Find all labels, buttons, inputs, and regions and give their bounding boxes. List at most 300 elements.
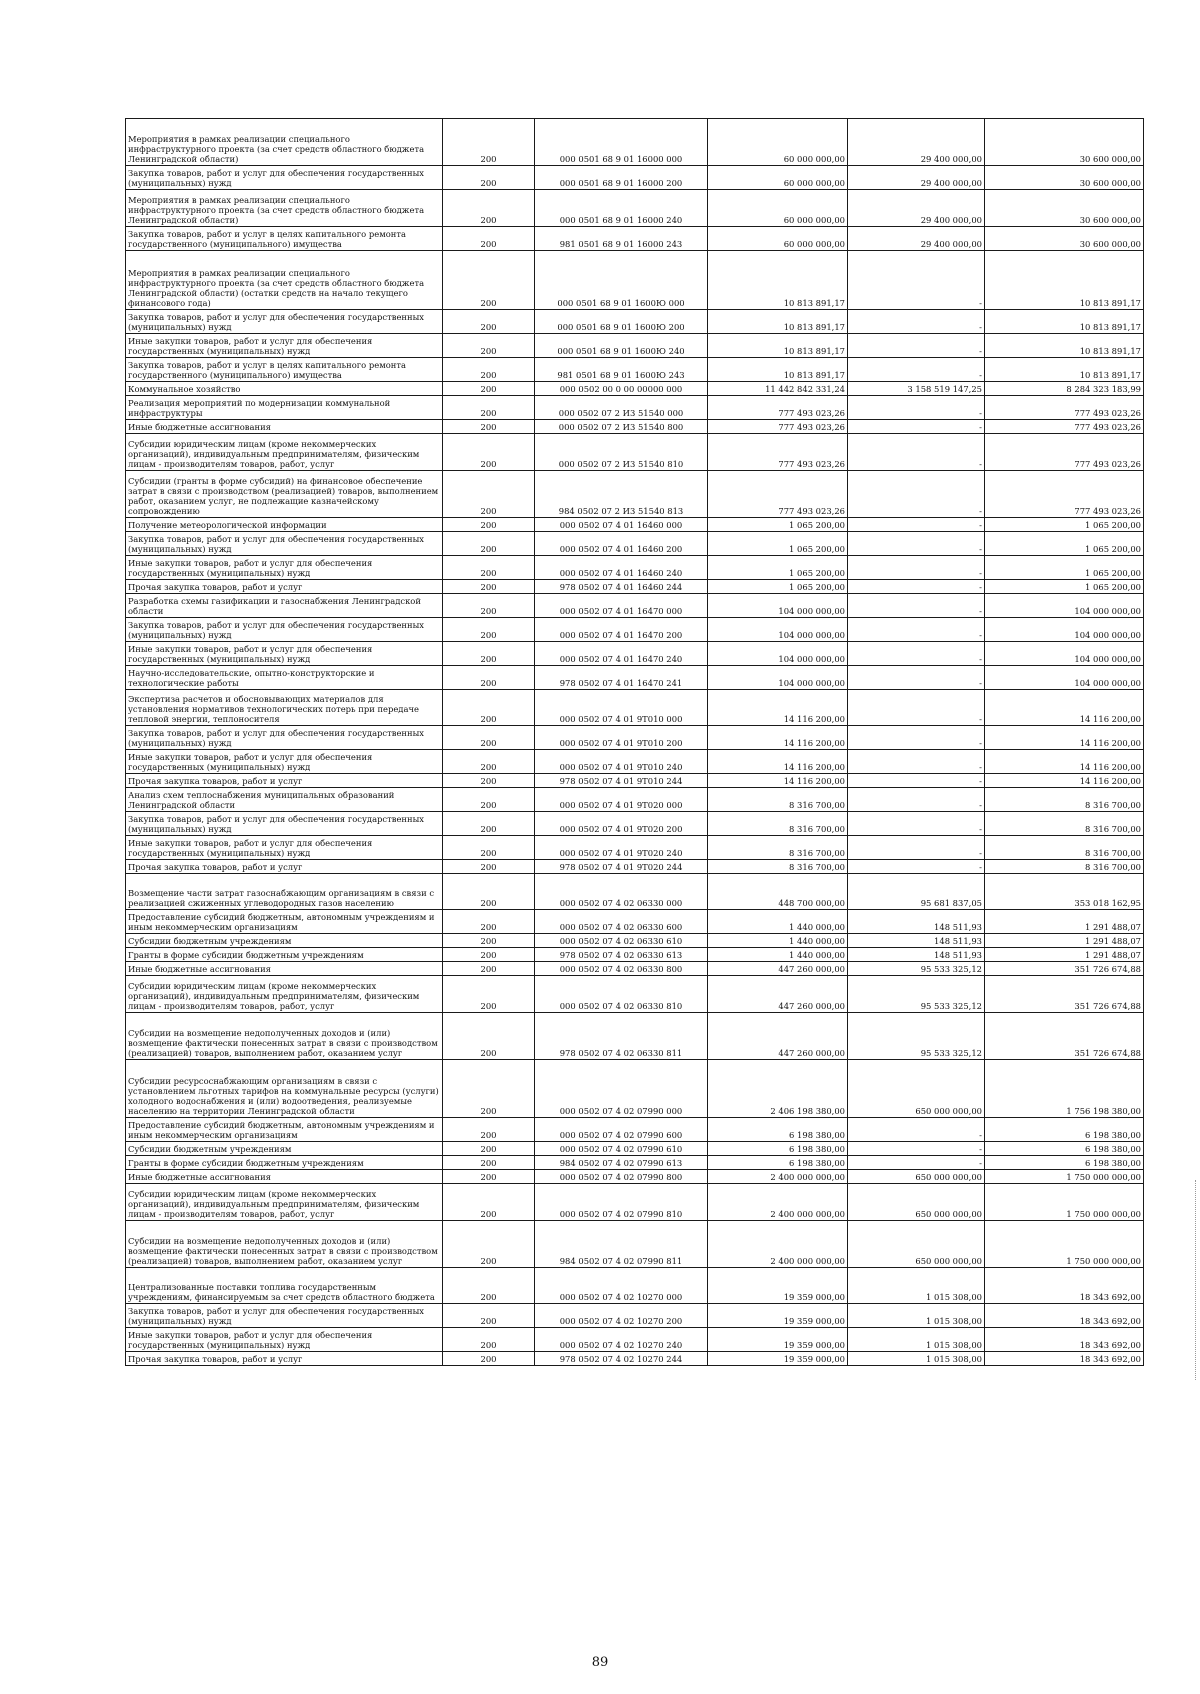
row-unexecuted-cell: 104 000 000,00: [985, 666, 1144, 690]
row-executed-cell: 650 000 000,00: [848, 1184, 985, 1221]
row-kbk-cell: 000 0502 07 4 02 07990 610: [535, 1142, 708, 1156]
row-kbk-cell: 978 0502 07 4 02 06330 811: [535, 1013, 708, 1060]
row-name-cell: Закупка товаров, работ и услуг для обеспечения государственных (муниципальных) нужд: [126, 618, 443, 642]
row-executed-cell: 650 000 000,00: [848, 1170, 985, 1184]
table-row: [126, 618, 1144, 642]
row-unexecuted-cell: 777 493 023,26: [985, 396, 1144, 420]
row-kbk-cell: 984 0502 07 4 02 07990 811: [535, 1221, 708, 1268]
row-unexecuted-cell: 1 291 488,07: [985, 910, 1144, 934]
row-code-cell: 200: [443, 532, 535, 556]
row-code-cell: 200: [443, 750, 535, 774]
row-approved-cell: 8 316 700,00: [708, 788, 848, 812]
row-executed-cell: 29 400 000,00: [848, 190, 985, 227]
row-executed-cell: -: [848, 358, 985, 382]
row-executed-cell: 3 158 519 147,25: [848, 382, 985, 396]
row-approved-cell: 447 260 000,00: [708, 962, 848, 976]
row-unexecuted-cell: 10 813 891,17: [985, 251, 1144, 310]
row-name-cell: Иные закупки товаров, работ и услуг для обеспечения государственных (муниципальных) нужд: [126, 642, 443, 666]
row-code-cell: 200: [443, 1268, 535, 1304]
row-executed-cell: 95 533 325,12: [848, 962, 985, 976]
row-approved-cell: 14 116 200,00: [708, 726, 848, 750]
table-row: [126, 227, 1144, 251]
row-name-cell: Субсидии на возмещение недополученных доходов и (или) возмещение фактически понесенных затрат в связи с производством (реализацией) товаров, выполнением работ, оказанием услуг: [126, 1221, 443, 1268]
row-unexecuted-cell: 6 198 380,00: [985, 1142, 1144, 1156]
row-name-cell: Закупка товаров, работ и услуг для обеспечения государственных (муниципальных) нужд: [126, 166, 443, 190]
row-name-cell: Централизованные поставки топлива государственным учреждениям, финансируемым за счет средств областного бюджета: [126, 1268, 443, 1304]
table-row: [126, 251, 1144, 310]
row-approved-cell: 1 440 000,00: [708, 934, 848, 948]
row-executed-cell: -: [848, 750, 985, 774]
row-approved-cell: 6 198 380,00: [708, 1142, 848, 1156]
row-kbk-cell: 000 0501 68 9 01 16000 240: [535, 190, 708, 227]
row-unexecuted-cell: 1 291 488,07: [985, 948, 1144, 962]
row-unexecuted-cell: 8 316 700,00: [985, 812, 1144, 836]
row-code-cell: 200: [443, 910, 535, 934]
row-executed-cell: -: [848, 812, 985, 836]
row-code-cell: 200: [443, 358, 535, 382]
row-kbk-cell: 000 0502 07 4 02 06330 610: [535, 934, 708, 948]
row-kbk-cell: 984 0502 07 2 И3 51540 813: [535, 471, 708, 518]
table-row: [126, 532, 1144, 556]
row-name-cell: Закупка товаров, работ и услуг для обеспечения государственных (муниципальных) нужд: [126, 812, 443, 836]
row-name-cell: Иные закупки товаров, работ и услуг для обеспечения государственных (муниципальных) нужд: [126, 750, 443, 774]
row-executed-cell: -: [848, 251, 985, 310]
row-name-cell: Прочая закупка товаров, работ и услуг: [126, 580, 443, 594]
row-unexecuted-cell: 14 116 200,00: [985, 690, 1144, 726]
table-row: [126, 1013, 1144, 1060]
row-name-cell: Субсидии ресурсоснабжающим организациям в связи с установлением льготных тарифов на коммунальные ресурсы (услуги) холодного водоснабжения и (или) водоотведения, реализуемые населению на территории Ленинградской области: [126, 1060, 443, 1118]
row-name-cell: Прочая закупка товаров, работ и услуг: [126, 774, 443, 788]
row-code-cell: 200: [443, 471, 535, 518]
row-unexecuted-cell: 6 198 380,00: [985, 1156, 1144, 1170]
table-row: [126, 1060, 1144, 1118]
row-executed-cell: -: [848, 1156, 985, 1170]
row-name-cell: Прочая закупка товаров, работ и услуг: [126, 1352, 443, 1366]
row-kbk-cell: 000 0501 68 9 01 1600Ю 200: [535, 310, 708, 334]
row-approved-cell: 447 260 000,00: [708, 976, 848, 1013]
table-row: [126, 642, 1144, 666]
row-code-cell: 200: [443, 1352, 535, 1366]
table-row: [126, 934, 1144, 948]
row-approved-cell: 11 442 842 331,24: [708, 382, 848, 396]
row-unexecuted-cell: 10 813 891,17: [985, 358, 1144, 382]
row-name-cell: Гранты в форме субсидии бюджетным учреждениям: [126, 1156, 443, 1170]
row-approved-cell: 60 000 000,00: [708, 190, 848, 227]
row-name-cell: Мероприятия в рамках реализации специального инфраструктурного проекта (за счет средств областного бюджета Ленинградской области) (остатки средств на начало текущего финансового года): [126, 251, 443, 310]
table-row: [126, 580, 1144, 594]
row-approved-cell: 19 359 000,00: [708, 1352, 848, 1366]
row-code-cell: 200: [443, 836, 535, 860]
row-unexecuted-cell: 351 726 674,88: [985, 1013, 1144, 1060]
row-approved-cell: 19 359 000,00: [708, 1304, 848, 1328]
row-approved-cell: 10 813 891,17: [708, 251, 848, 310]
row-name-cell: Закупка товаров, работ и услуг для обеспечения государственных (муниципальных) нужд: [126, 532, 443, 556]
row-code-cell: 200: [443, 382, 535, 396]
row-executed-cell: -: [848, 580, 985, 594]
row-kbk-cell: 000 0502 07 4 01 9Т010 200: [535, 726, 708, 750]
row-unexecuted-cell: 30 600 000,00: [985, 227, 1144, 251]
row-kbk-cell: 978 0502 07 4 01 9Т020 244: [535, 860, 708, 874]
table-row: [126, 1268, 1144, 1304]
row-kbk-cell: 000 0502 07 2 И3 51540 800: [535, 420, 708, 434]
row-name-cell: Иные бюджетные ассигнования: [126, 1170, 443, 1184]
row-executed-cell: -: [848, 618, 985, 642]
row-name-cell: Мероприятия в рамках реализации специального инфраструктурного проекта (за счет средств областного бюджета Ленинградской области): [126, 190, 443, 227]
row-unexecuted-cell: 1 291 488,07: [985, 934, 1144, 948]
table-row: [126, 836, 1144, 860]
table-row: [126, 594, 1144, 618]
row-unexecuted-cell: 8 284 323 183,99: [985, 382, 1144, 396]
table-row: [126, 812, 1144, 836]
row-name-cell: Возмещение части затрат газоснабжающим организациям в связи с реализацией сжиженных углеводородных газов населению: [126, 874, 443, 910]
table-row: [126, 1352, 1144, 1366]
scan-edge-marks: [1193, 1180, 1196, 1380]
row-approved-cell: 1 065 200,00: [708, 532, 848, 556]
table-row: [126, 1328, 1144, 1352]
row-executed-cell: 650 000 000,00: [848, 1060, 985, 1118]
row-name-cell: Субсидии бюджетным учреждениям: [126, 934, 443, 948]
row-code-cell: 200: [443, 788, 535, 812]
row-approved-cell: 1 440 000,00: [708, 910, 848, 934]
row-kbk-cell: 000 0502 07 4 02 06330 800: [535, 962, 708, 976]
row-code-cell: 200: [443, 580, 535, 594]
row-kbk-cell: 000 0502 07 4 02 06330 810: [535, 976, 708, 1013]
row-kbk-cell: 000 0502 07 4 01 9Т010 240: [535, 750, 708, 774]
table-row: [126, 420, 1144, 434]
row-approved-cell: 104 000 000,00: [708, 666, 848, 690]
row-executed-cell: -: [848, 666, 985, 690]
row-unexecuted-cell: 777 493 023,26: [985, 471, 1144, 518]
table-row: [126, 774, 1144, 788]
row-approved-cell: 14 116 200,00: [708, 774, 848, 788]
table-row: [126, 396, 1144, 420]
row-code-cell: 200: [443, 934, 535, 948]
row-code-cell: 200: [443, 1221, 535, 1268]
row-code-cell: 200: [443, 666, 535, 690]
row-executed-cell: -: [848, 434, 985, 471]
row-unexecuted-cell: 1 065 200,00: [985, 532, 1144, 556]
row-executed-cell: -: [848, 690, 985, 726]
row-executed-cell: -: [848, 788, 985, 812]
row-approved-cell: 777 493 023,26: [708, 396, 848, 420]
row-approved-cell: 60 000 000,00: [708, 166, 848, 190]
row-unexecuted-cell: 1 750 000 000,00: [985, 1221, 1144, 1268]
row-executed-cell: -: [848, 1118, 985, 1142]
table-row: [126, 382, 1144, 396]
row-unexecuted-cell: 8 316 700,00: [985, 860, 1144, 874]
row-kbk-cell: 981 0501 68 9 01 1600Ю 243: [535, 358, 708, 382]
row-approved-cell: 14 116 200,00: [708, 690, 848, 726]
row-kbk-cell: 978 0502 07 4 01 9Т010 244: [535, 774, 708, 788]
row-executed-cell: 148 511,93: [848, 948, 985, 962]
row-code-cell: 200: [443, 1156, 535, 1170]
row-unexecuted-cell: 1 065 200,00: [985, 518, 1144, 532]
row-kbk-cell: 000 0502 00 0 00 00000 000: [535, 382, 708, 396]
row-name-cell: Предоставление субсидий бюджетным, автономным учреждениям и иным некоммерческим организациям: [126, 910, 443, 934]
row-code-cell: 200: [443, 860, 535, 874]
row-executed-cell: 1 015 308,00: [848, 1352, 985, 1366]
row-code-cell: 200: [443, 774, 535, 788]
row-approved-cell: 10 813 891,17: [708, 358, 848, 382]
table-row: [126, 1118, 1144, 1142]
row-kbk-cell: 000 0502 07 4 01 16460 000: [535, 518, 708, 532]
row-kbk-cell: 000 0502 07 4 01 16470 200: [535, 618, 708, 642]
row-code-cell: 200: [443, 556, 535, 580]
row-kbk-cell: 000 0502 07 4 02 10270 000: [535, 1268, 708, 1304]
row-executed-cell: -: [848, 396, 985, 420]
table-row: [126, 1170, 1144, 1184]
row-name-cell: Коммунальное хозяйство: [126, 382, 443, 396]
row-unexecuted-cell: 1 750 000 000,00: [985, 1170, 1144, 1184]
row-unexecuted-cell: 104 000 000,00: [985, 594, 1144, 618]
row-kbk-cell: 978 0502 07 4 02 06330 613: [535, 948, 708, 962]
row-executed-cell: -: [848, 726, 985, 750]
row-kbk-cell: 000 0502 07 4 01 9Т020 000: [535, 788, 708, 812]
table-row: [126, 948, 1144, 962]
row-executed-cell: 29 400 000,00: [848, 119, 985, 166]
row-approved-cell: 8 316 700,00: [708, 836, 848, 860]
row-approved-cell: 777 493 023,26: [708, 420, 848, 434]
row-unexecuted-cell: 14 116 200,00: [985, 726, 1144, 750]
row-unexecuted-cell: 18 343 692,00: [985, 1268, 1144, 1304]
row-unexecuted-cell: 30 600 000,00: [985, 119, 1144, 166]
row-unexecuted-cell: 18 343 692,00: [985, 1352, 1144, 1366]
row-executed-cell: 148 511,93: [848, 910, 985, 934]
table-body: [126, 119, 1144, 1366]
row-executed-cell: 95 533 325,12: [848, 976, 985, 1013]
row-name-cell: Субсидии юридическим лицам (кроме некоммерческих организаций), индивидуальным предпринимателям, физическим лицам - производителям товаров, работ, услуг: [126, 1184, 443, 1221]
table-row: [126, 750, 1144, 774]
row-code-cell: 200: [443, 726, 535, 750]
table-row: [126, 334, 1144, 358]
row-executed-cell: -: [848, 334, 985, 358]
row-code-cell: 200: [443, 119, 535, 166]
row-name-cell: Закупка товаров, работ и услуг для обеспечения государственных (муниципальных) нужд: [126, 310, 443, 334]
row-code-cell: 200: [443, 962, 535, 976]
row-unexecuted-cell: 351 726 674,88: [985, 976, 1144, 1013]
table-row: [126, 666, 1144, 690]
row-approved-cell: 6 198 380,00: [708, 1156, 848, 1170]
row-unexecuted-cell: 1 750 000 000,00: [985, 1184, 1144, 1221]
row-name-cell: Экспертиза расчетов и обосновывающих материалов для установления нормативов технологических потерь при передаче тепловой энергии, теплоносителя: [126, 690, 443, 726]
row-unexecuted-cell: 777 493 023,26: [985, 420, 1144, 434]
row-name-cell: Иные бюджетные ассигнования: [126, 962, 443, 976]
row-name-cell: Субсидии бюджетным учреждениям: [126, 1142, 443, 1156]
row-name-cell: Получение метеорологической информации: [126, 518, 443, 532]
row-unexecuted-cell: 18 343 692,00: [985, 1328, 1144, 1352]
row-executed-cell: 29 400 000,00: [848, 227, 985, 251]
row-unexecuted-cell: 30 600 000,00: [985, 190, 1144, 227]
row-executed-cell: -: [848, 518, 985, 532]
row-code-cell: 200: [443, 310, 535, 334]
row-code-cell: 200: [443, 1304, 535, 1328]
row-unexecuted-cell: 1 756 198 380,00: [985, 1060, 1144, 1118]
row-approved-cell: 2 400 000 000,00: [708, 1221, 848, 1268]
budget-execution-table: [125, 118, 1144, 1366]
table-row: [126, 788, 1144, 812]
row-unexecuted-cell: 104 000 000,00: [985, 642, 1144, 666]
row-approved-cell: 1 065 200,00: [708, 556, 848, 580]
row-name-cell: Иные закупки товаров, работ и услуг для обеспечения государственных (муниципальных) нужд: [126, 836, 443, 860]
row-unexecuted-cell: 10 813 891,17: [985, 310, 1144, 334]
row-approved-cell: 10 813 891,17: [708, 334, 848, 358]
row-code-cell: 200: [443, 1184, 535, 1221]
row-code-cell: 200: [443, 1142, 535, 1156]
row-code-cell: 200: [443, 227, 535, 251]
table-row: [126, 726, 1144, 750]
row-kbk-cell: 000 0502 07 4 01 9Т020 240: [535, 836, 708, 860]
table-row: [126, 471, 1144, 518]
row-approved-cell: 447 260 000,00: [708, 1013, 848, 1060]
row-name-cell: Прочая закупка товаров, работ и услуг: [126, 860, 443, 874]
row-code-cell: 200: [443, 948, 535, 962]
table-row: [126, 860, 1144, 874]
row-unexecuted-cell: 30 600 000,00: [985, 166, 1144, 190]
row-code-cell: 200: [443, 690, 535, 726]
row-approved-cell: 2 400 000 000,00: [708, 1184, 848, 1221]
row-approved-cell: 104 000 000,00: [708, 618, 848, 642]
row-name-cell: Закупка товаров, работ и услуг в целях капитального ремонта государственного (муниципального) имущества: [126, 358, 443, 382]
row-code-cell: 200: [443, 1118, 535, 1142]
row-unexecuted-cell: 14 116 200,00: [985, 750, 1144, 774]
table-row: [126, 976, 1144, 1013]
row-kbk-cell: 000 0502 07 4 01 9Т010 000: [535, 690, 708, 726]
row-approved-cell: 777 493 023,26: [708, 434, 848, 471]
row-name-cell: Субсидии (гранты в форме субсидий) на финансовое обеспечение затрат в связи с производством (реализацией) товаров, выполнением работ, оказанием услуг, не подлежащие казначейскому сопровождению: [126, 471, 443, 518]
row-approved-cell: 8 316 700,00: [708, 860, 848, 874]
row-kbk-cell: 000 0501 68 9 01 16000 200: [535, 166, 708, 190]
row-kbk-cell: 000 0502 07 2 И3 51540 810: [535, 434, 708, 471]
table-row: [126, 690, 1144, 726]
row-name-cell: Разработка схемы газификации и газоснабжения Ленинградской области: [126, 594, 443, 618]
row-code-cell: 200: [443, 334, 535, 358]
row-unexecuted-cell: 777 493 023,26: [985, 434, 1144, 471]
row-name-cell: Закупка товаров, работ и услуг для обеспечения государственных (муниципальных) нужд: [126, 1304, 443, 1328]
table-row: [126, 1142, 1144, 1156]
row-name-cell: Субсидии юридическим лицам (кроме некоммерческих организаций), индивидуальным предпринимателям, физическим лицам - производителям товаров, работ, услуг: [126, 976, 443, 1013]
row-approved-cell: 1 440 000,00: [708, 948, 848, 962]
row-executed-cell: 1 015 308,00: [848, 1268, 985, 1304]
table-row: [126, 910, 1144, 934]
row-executed-cell: -: [848, 774, 985, 788]
row-executed-cell: -: [848, 420, 985, 434]
table-row: [126, 310, 1144, 334]
row-executed-cell: -: [848, 556, 985, 580]
row-unexecuted-cell: 351 726 674,88: [985, 962, 1144, 976]
row-kbk-cell: 000 0502 07 2 И3 51540 000: [535, 396, 708, 420]
row-executed-cell: -: [848, 1142, 985, 1156]
table-row: [126, 166, 1144, 190]
row-executed-cell: 1 015 308,00: [848, 1328, 985, 1352]
row-kbk-cell: 978 0502 07 4 01 16470 241: [535, 666, 708, 690]
row-executed-cell: -: [848, 532, 985, 556]
row-kbk-cell: 000 0502 07 4 02 07990 600: [535, 1118, 708, 1142]
table-row: [126, 874, 1144, 910]
row-executed-cell: 650 000 000,00: [848, 1221, 985, 1268]
table-row: [126, 1156, 1144, 1170]
row-name-cell: Мероприятия в рамках реализации специального инфраструктурного проекта (за счет средств областного бюджета Ленинградской области): [126, 119, 443, 166]
row-kbk-cell: 000 0502 07 4 01 16460 200: [535, 532, 708, 556]
row-approved-cell: 1 065 200,00: [708, 580, 848, 594]
row-executed-cell: 95 681 837,05: [848, 874, 985, 910]
row-code-cell: 200: [443, 1170, 535, 1184]
row-kbk-cell: 000 0502 07 4 01 9Т020 200: [535, 812, 708, 836]
row-approved-cell: 10 813 891,17: [708, 310, 848, 334]
row-kbk-cell: 000 0502 07 4 02 07990 000: [535, 1060, 708, 1118]
row-name-cell: Гранты в форме субсидии бюджетным учреждениям: [126, 948, 443, 962]
row-kbk-cell: 000 0502 07 4 01 16460 240: [535, 556, 708, 580]
row-code-cell: 200: [443, 874, 535, 910]
row-code-cell: 200: [443, 518, 535, 532]
row-approved-cell: 104 000 000,00: [708, 642, 848, 666]
page-number: 89: [591, 1655, 609, 1670]
row-code-cell: 200: [443, 642, 535, 666]
table-row: [126, 1304, 1144, 1328]
row-code-cell: 200: [443, 976, 535, 1013]
row-code-cell: 200: [443, 166, 535, 190]
table-row: [126, 434, 1144, 471]
row-kbk-cell: 000 0502 07 4 02 06330 600: [535, 910, 708, 934]
table-row: [126, 518, 1144, 532]
row-name-cell: Закупка товаров, работ и услуг в целях капитального ремонта государственного (муниципального) имущества: [126, 227, 443, 251]
row-name-cell: Предоставление субсидий бюджетным, автономным учреждениям и иным некоммерческим организациям: [126, 1118, 443, 1142]
row-unexecuted-cell: 1 065 200,00: [985, 556, 1144, 580]
row-name-cell: Иные закупки товаров, работ и услуг для обеспечения государственных (муниципальных) нужд: [126, 556, 443, 580]
table-row: [126, 1221, 1144, 1268]
row-code-cell: 200: [443, 1328, 535, 1352]
row-code-cell: 200: [443, 812, 535, 836]
row-code-cell: 200: [443, 1060, 535, 1118]
row-approved-cell: 448 700 000,00: [708, 874, 848, 910]
row-name-cell: Иные закупки товаров, работ и услуг для обеспечения государственных (муниципальных) нужд: [126, 1328, 443, 1352]
row-code-cell: 200: [443, 396, 535, 420]
row-code-cell: 200: [443, 1013, 535, 1060]
row-code-cell: 200: [443, 190, 535, 227]
row-executed-cell: 95 533 325,12: [848, 1013, 985, 1060]
row-code-cell: 200: [443, 434, 535, 471]
row-name-cell: Реализация мероприятий по модернизации коммунальной инфраструктуры: [126, 396, 443, 420]
row-executed-cell: -: [848, 310, 985, 334]
row-name-cell: Закупка товаров, работ и услуг для обеспечения государственных (муниципальных) нужд: [126, 726, 443, 750]
row-executed-cell: -: [848, 594, 985, 618]
row-name-cell: Иные бюджетные ассигнования: [126, 420, 443, 434]
row-name-cell: Иные закупки товаров, работ и услуг для обеспечения государственных (муниципальных) нужд: [126, 334, 443, 358]
table-row: [126, 119, 1144, 166]
row-kbk-cell: 000 0502 07 4 01 16470 000: [535, 594, 708, 618]
row-approved-cell: 6 198 380,00: [708, 1118, 848, 1142]
row-code-cell: 200: [443, 594, 535, 618]
row-kbk-cell: 000 0502 07 4 02 06330 000: [535, 874, 708, 910]
row-approved-cell: 60 000 000,00: [708, 227, 848, 251]
row-kbk-cell: 000 0502 07 4 02 07990 810: [535, 1184, 708, 1221]
row-unexecuted-cell: 1 065 200,00: [985, 580, 1144, 594]
row-unexecuted-cell: 6 198 380,00: [985, 1118, 1144, 1142]
row-unexecuted-cell: 10 813 891,17: [985, 334, 1144, 358]
table-row: [126, 962, 1144, 976]
row-executed-cell: 29 400 000,00: [848, 166, 985, 190]
row-kbk-cell: 981 0501 68 9 01 16000 243: [535, 227, 708, 251]
row-kbk-cell: 000 0502 07 4 02 10270 240: [535, 1328, 708, 1352]
row-approved-cell: 1 065 200,00: [708, 518, 848, 532]
row-unexecuted-cell: 14 116 200,00: [985, 774, 1144, 788]
row-approved-cell: 104 000 000,00: [708, 594, 848, 618]
table-row: [126, 190, 1144, 227]
row-unexecuted-cell: 8 316 700,00: [985, 788, 1144, 812]
row-approved-cell: 777 493 023,26: [708, 471, 848, 518]
row-code-cell: 200: [443, 420, 535, 434]
row-executed-cell: -: [848, 860, 985, 874]
row-name-cell: Субсидии юридическим лицам (кроме некоммерческих организаций), индивидуальным предпринимателям, физическим лицам - производителям товаров, работ, услуг: [126, 434, 443, 471]
